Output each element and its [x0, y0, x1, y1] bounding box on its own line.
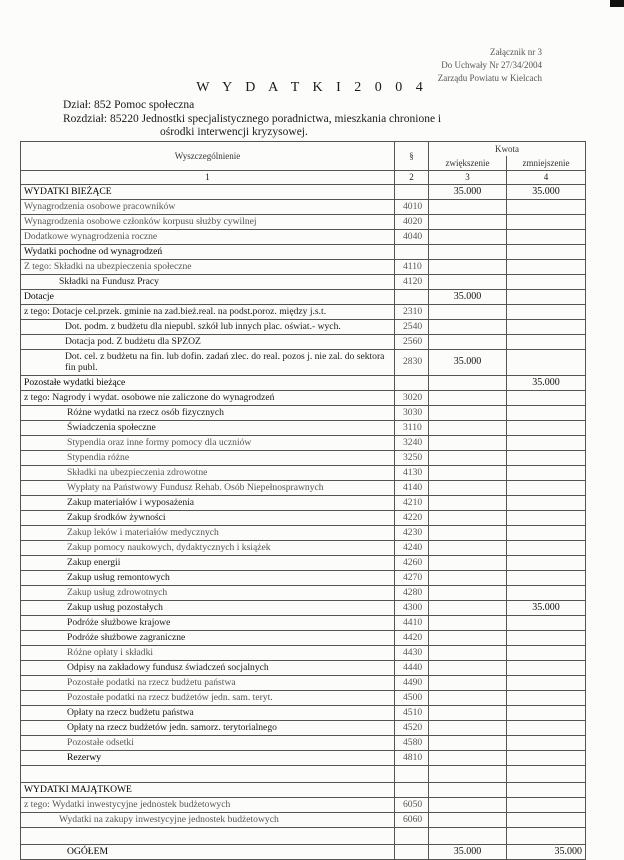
row-description: Dot. cel. z budżetu na fin. lub dofin. zadań zlec. do real. pozos j. nie zal. do sektora fin publ. — [21, 350, 395, 376]
row-paragraph: 3030 — [395, 406, 429, 421]
row-description: Różne opłaty i składki — [21, 646, 395, 661]
header-increase: zwiększenie — [429, 156, 507, 171]
table-row — [21, 813, 586, 828]
row-paragraph: 4300 — [395, 601, 429, 616]
row-description: Zakup materiałów i wyposażenia — [21, 496, 395, 511]
row-decrease — [507, 391, 586, 406]
row-paragraph: 3020 — [395, 391, 429, 406]
row-paragraph: 2830 — [395, 350, 429, 376]
spacer-cell — [429, 766, 507, 783]
table-row — [21, 511, 586, 526]
dzial-line: Dział: 852 Pomoc społeczna — [63, 99, 195, 111]
row-increase — [429, 230, 507, 245]
spacer-cell — [395, 828, 429, 845]
table-row — [21, 215, 586, 230]
table-row — [21, 406, 586, 421]
row-description: Stypendia różne — [21, 451, 395, 466]
row-paragraph: 4280 — [395, 586, 429, 601]
row-decrease — [507, 335, 586, 350]
row-decrease — [507, 631, 586, 646]
row-description: Z tego: Składki na ubezpieczenia społeczne — [21, 260, 395, 275]
row-decrease — [507, 571, 586, 586]
row-paragraph — [395, 845, 429, 860]
row-description: Wydatki na zakupy inwestycyjne jednostek budżetowych — [21, 813, 395, 828]
header-amount: Kwota — [429, 142, 586, 157]
row-paragraph: 4240 — [395, 541, 429, 556]
table-row — [21, 275, 586, 290]
row-paragraph — [395, 783, 429, 798]
row-increase — [429, 260, 507, 275]
attachment-note-line: Zarządu Powiatu w Kielcach — [437, 73, 542, 83]
row-paragraph: 6050 — [395, 798, 429, 813]
table-row — [21, 466, 586, 481]
table-row — [21, 290, 586, 305]
row-decrease — [507, 721, 586, 736]
row-paragraph — [395, 290, 429, 305]
row-decrease: 35.000 — [507, 376, 586, 391]
row-decrease — [507, 320, 586, 335]
row-decrease — [507, 275, 586, 290]
table-row — [21, 541, 586, 556]
attachment-note-line: Załącznik nr 3 — [490, 47, 542, 57]
row-decrease — [507, 451, 586, 466]
row-description: Składki na ubezpieczenia zdrowotne — [21, 466, 395, 481]
row-increase — [429, 631, 507, 646]
row-decrease — [507, 676, 586, 691]
row-paragraph: 4140 — [395, 481, 429, 496]
row-description: Zakup usług remontowych — [21, 571, 395, 586]
row-increase — [429, 616, 507, 631]
row-description: Odpisy na zakładowy fundusz świadczeń socjalnych — [21, 661, 395, 676]
row-description: Zakup środków żywności — [21, 511, 395, 526]
spacer-cell — [507, 766, 586, 783]
row-decrease — [507, 215, 586, 230]
table-row — [21, 616, 586, 631]
row-increase — [429, 783, 507, 798]
expenses-table — [20, 141, 586, 860]
row-description: Dotacja pod. Z budżetu dla SPZOZ — [21, 335, 395, 350]
row-description: Świadczenia społeczne — [21, 421, 395, 436]
row-description: Dot. podm. z budżetu dla niepubl. szkół lub innych plac. oświat.- wych. — [21, 320, 395, 335]
row-decrease — [507, 691, 586, 706]
row-increase — [429, 436, 507, 451]
document-meta — [63, 99, 543, 140]
total-increase: 35.000 — [429, 845, 507, 860]
row-increase — [429, 586, 507, 601]
row-description: Podróże służbowe zagraniczne — [21, 631, 395, 646]
row-decrease — [507, 556, 586, 571]
row-paragraph: 4110 — [395, 260, 429, 275]
table-row — [21, 691, 586, 706]
table-row — [21, 230, 586, 245]
row-paragraph: 4120 — [395, 275, 429, 290]
row-increase — [429, 451, 507, 466]
row-description: WYDATKI BIEŻĄCE — [21, 185, 395, 200]
row-increase — [429, 496, 507, 511]
row-description: Zakup energii — [21, 556, 395, 571]
row-paragraph: 4420 — [395, 631, 429, 646]
row-paragraph: 4810 — [395, 751, 429, 766]
row-paragraph: 4010 — [395, 200, 429, 215]
row-increase — [429, 215, 507, 230]
row-increase — [429, 751, 507, 766]
header-decrease: zmniejszenie — [507, 156, 586, 171]
row-decrease — [507, 646, 586, 661]
total-decrease: 35.000 — [507, 845, 586, 860]
row-increase — [429, 571, 507, 586]
row-decrease — [507, 783, 586, 798]
row-increase — [429, 376, 507, 391]
row-decrease — [507, 751, 586, 766]
row-increase — [429, 305, 507, 320]
row-increase — [429, 275, 507, 290]
row-description: Opłaty na rzecz budżetów jedn. samorz. terytorialnego — [21, 721, 395, 736]
table-row — [21, 335, 586, 350]
row-paragraph: 4510 — [395, 706, 429, 721]
row-description: z tego: Nagrody i wydat. osobowe nie zaliczone do wynagrodzeń — [21, 391, 395, 406]
row-increase — [429, 661, 507, 676]
row-paragraph: 4440 — [395, 661, 429, 676]
page-title: W Y D A T K I 2 0 0 4 — [196, 80, 428, 95]
row-increase — [429, 601, 507, 616]
row-paragraph: 4260 — [395, 556, 429, 571]
row-decrease — [507, 421, 586, 436]
table-row — [21, 706, 586, 721]
row-description: Zakup leków i materiałów medycznych — [21, 526, 395, 541]
row-decrease — [507, 661, 586, 676]
row-decrease — [507, 350, 586, 376]
spacer-row — [21, 766, 586, 783]
table-row — [21, 496, 586, 511]
table-row — [21, 451, 586, 466]
row-paragraph: 4270 — [395, 571, 429, 586]
row-description: Opłaty na rzecz budżetu państwa — [21, 706, 395, 721]
row-increase — [429, 320, 507, 335]
row-decrease: 35.000 — [507, 601, 586, 616]
rozdzial-line: Rozdział: 85220 Jednostki specjalistycznego poradnictwa, mieszkania chronione i — [63, 112, 442, 125]
row-increase: 35.000 — [429, 185, 507, 200]
row-increase — [429, 526, 507, 541]
table-row — [21, 391, 586, 406]
row-decrease — [507, 798, 586, 813]
row-description: Rezerwy — [21, 751, 395, 766]
row-decrease — [507, 813, 586, 828]
row-paragraph: 4410 — [395, 616, 429, 631]
row-decrease — [507, 526, 586, 541]
table-row — [21, 676, 586, 691]
row-increase: 35.000 — [429, 290, 507, 305]
row-description: Wydatki pochodne od wynagrodzeń — [21, 245, 395, 260]
row-paragraph — [395, 245, 429, 260]
row-increase — [429, 511, 507, 526]
scan-corner-mark — [610, 0, 624, 7]
row-decrease — [507, 511, 586, 526]
row-paragraph: 4210 — [395, 496, 429, 511]
row-decrease — [507, 200, 586, 215]
row-paragraph: 4490 — [395, 676, 429, 691]
row-description: z tego: Dotacje cel.przek. gminie na zad.bież.real. na podst.poroz. między j.s.t. — [21, 305, 395, 320]
row-decrease — [507, 616, 586, 631]
row-increase — [429, 721, 507, 736]
row-paragraph: 3110 — [395, 421, 429, 436]
column-number-row — [21, 171, 586, 185]
row-paragraph — [395, 376, 429, 391]
row-increase — [429, 798, 507, 813]
row-decrease — [507, 706, 586, 721]
row-increase — [429, 481, 507, 496]
column-number: 3 — [429, 171, 507, 185]
row-decrease — [507, 230, 586, 245]
row-decrease — [507, 436, 586, 451]
row-description: z tego: Wydatki inwestycyjne jednostek budżetowych — [21, 798, 395, 813]
table-row — [21, 631, 586, 646]
row-description: Dodatkowe wynagrodzenia roczne — [21, 230, 395, 245]
row-increase — [429, 646, 507, 661]
row-increase — [429, 391, 507, 406]
row-decrease — [507, 305, 586, 320]
attachment-note-line: Do Uchwały Nr 27/34/2004 — [441, 60, 542, 70]
row-decrease — [507, 406, 586, 421]
row-increase — [429, 541, 507, 556]
row-decrease — [507, 541, 586, 556]
row-decrease: 35.000 — [507, 185, 586, 200]
table-row — [21, 556, 586, 571]
table-row — [21, 646, 586, 661]
row-paragraph: 2560 — [395, 335, 429, 350]
row-paragraph: 2310 — [395, 305, 429, 320]
row-paragraph: 4130 — [395, 466, 429, 481]
table-row — [21, 245, 586, 260]
row-description: Pozostałe wydatki bieżące — [21, 376, 395, 391]
table-row — [21, 376, 586, 391]
row-increase — [429, 335, 507, 350]
table-row — [21, 571, 586, 586]
spacer-cell — [395, 766, 429, 783]
table-row — [21, 601, 586, 616]
row-description: WYDATKI MAJĄTKOWE — [21, 783, 395, 798]
table-header-row — [21, 142, 586, 157]
row-description: Stypendia oraz inne formy pomocy dla uczniów — [21, 436, 395, 451]
table-row — [21, 185, 586, 200]
spacer-cell — [429, 828, 507, 845]
header-paragraph: § — [395, 142, 429, 171]
row-increase — [429, 200, 507, 215]
row-description: Podróże służbowe krajowe — [21, 616, 395, 631]
table-row — [21, 661, 586, 676]
row-increase — [429, 406, 507, 421]
table-row — [21, 736, 586, 751]
header-description: Wyszczególnienie — [21, 142, 395, 171]
row-increase — [429, 466, 507, 481]
table-row — [21, 526, 586, 541]
column-number: 4 — [507, 171, 586, 185]
row-decrease — [507, 586, 586, 601]
row-decrease — [507, 736, 586, 751]
row-paragraph: 6060 — [395, 813, 429, 828]
row-paragraph: 4020 — [395, 215, 429, 230]
row-decrease — [507, 260, 586, 275]
row-description: Pozostałe odsetki — [21, 736, 395, 751]
row-increase — [429, 245, 507, 260]
table-row — [21, 350, 586, 376]
row-paragraph: 4580 — [395, 736, 429, 751]
table-row — [21, 200, 586, 215]
spacer-cell — [507, 828, 586, 845]
row-paragraph: 3250 — [395, 451, 429, 466]
row-description: Pozostałe podatki na rzecz budżetów jedn. sam. teryt. — [21, 691, 395, 706]
row-decrease — [507, 245, 586, 260]
row-paragraph: 4430 — [395, 646, 429, 661]
row-description: Pozostałe podatki na rzecz budżetu państwa — [21, 676, 395, 691]
row-paragraph: 4520 — [395, 721, 429, 736]
table-row — [21, 798, 586, 813]
row-paragraph — [395, 185, 429, 200]
table-row — [21, 320, 586, 335]
spacer-cell — [21, 828, 395, 845]
row-paragraph: 4220 — [395, 511, 429, 526]
total-label: OGÓŁEM — [21, 845, 395, 860]
row-description: Dotacje — [21, 290, 395, 305]
table-row — [21, 586, 586, 601]
row-description: Wypłaty na Państwowy Fundusz Rehab. Osób Niepełnosprawnych — [21, 481, 395, 496]
spacer-cell — [21, 766, 395, 783]
row-increase — [429, 691, 507, 706]
row-increase — [429, 556, 507, 571]
table-row — [21, 260, 586, 275]
row-description: Różne wydatki na rzecz osób fizycznych — [21, 406, 395, 421]
row-description: Składki na Fundusz Pracy — [21, 275, 395, 290]
row-increase — [429, 813, 507, 828]
row-paragraph: 4500 — [395, 691, 429, 706]
column-number: 2 — [395, 171, 429, 185]
total-row — [21, 845, 586, 860]
table-row — [21, 436, 586, 451]
row-increase — [429, 676, 507, 691]
row-decrease — [507, 466, 586, 481]
column-number: 1 — [21, 171, 395, 185]
row-decrease — [507, 481, 586, 496]
row-decrease — [507, 290, 586, 305]
table-row — [21, 421, 586, 436]
row-paragraph: 4230 — [395, 526, 429, 541]
table-row — [21, 783, 586, 798]
row-description: Zakup usług pozostałych — [21, 601, 395, 616]
table-row — [21, 751, 586, 766]
row-increase: 35.000 — [429, 350, 507, 376]
row-increase — [429, 706, 507, 721]
row-paragraph: 3240 — [395, 436, 429, 451]
rozdzial-line-continued: ośrodki interwencji kryzysowej. — [160, 126, 308, 138]
table-row — [21, 721, 586, 736]
row-increase — [429, 736, 507, 751]
row-increase — [429, 421, 507, 436]
row-paragraph: 2540 — [395, 320, 429, 335]
row-description: Zakup pomocy naukowych, dydaktycznych i książek — [21, 541, 395, 556]
row-decrease — [507, 496, 586, 511]
spacer-row — [21, 828, 586, 845]
row-description: Wynagrodzenia osobowe członków korpusu służby cywilnej — [21, 215, 395, 230]
row-paragraph: 4040 — [395, 230, 429, 245]
row-description: Zakup usług zdrowotnych — [21, 586, 395, 601]
table-row — [21, 481, 586, 496]
row-description: Wynagrodzenia osobowe pracowników — [21, 200, 395, 215]
table-row — [21, 305, 586, 320]
